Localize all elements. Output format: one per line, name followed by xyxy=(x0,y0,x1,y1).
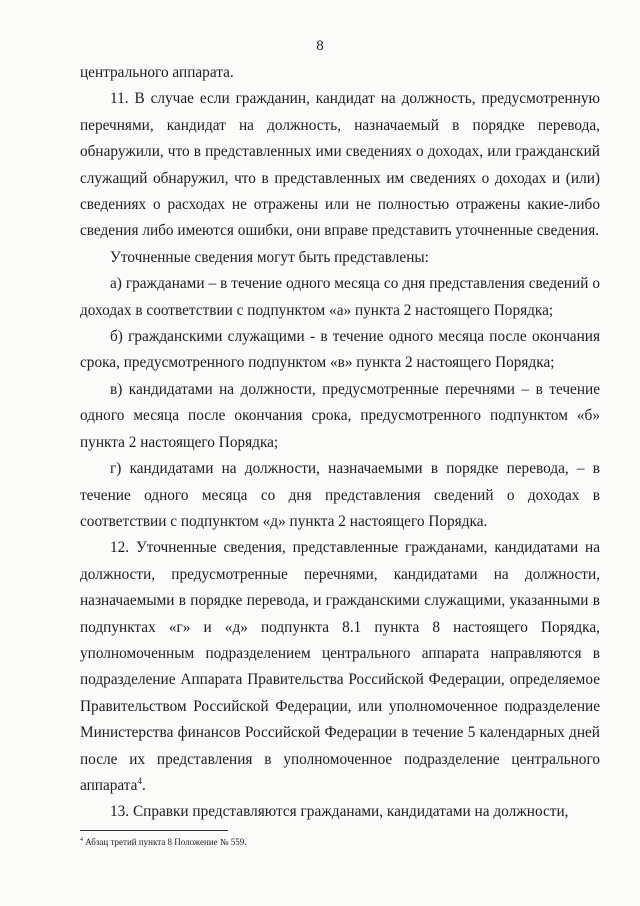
paragraph-subitem-v: в) кандидатами на должности, предусмотренные перечнями – в течение одного месяца после окончания срока, предусмотренного подпунктом «б» пункта 2 настоящего Порядка; xyxy=(80,380,600,451)
paragraph-item-11: 11. В случае если гражданин, кандидат на должность, предусмотренную перечнями, кандидат на должность, назначаемый в порядке перевода, обнаружили, что в представленных ими сведениях о доходах, или гражданский служащий обнаружил, что в представленных им сведениях о доходах и (или) сведениях о расходах не отражены или не полностью отражены какие-либо сведения либо имеются ошибки, они вправе представить уточненные сведения. xyxy=(80,90,600,240)
document-body xyxy=(80,60,600,826)
footnote xyxy=(80,836,600,848)
paragraph-subitem-g: г) кандидатами на должности, назначаемыми в порядке перевода, – в течение одного месяца со дня представления сведений о доходах в соответствии с подпунктом «д» пункта 2 настоящего Порядка. xyxy=(80,460,600,530)
paragraph-item-12-text: 12. Уточненные сведения, представленные гражданами, кандидатами на должности, предусмотренные перечнями, кандидатами на должности, назначаемыми в порядке перевода, и гражданскими служащими, указанными в подпунктах «г» и «д» подпункта 8.1 пункта 8 настоящего Порядка, уполномоченным подразделением центрального аппарата направляются в подразделение Аппарата Правительства Российской Федерации, определяемое Правительством Российской Федерации, или уполномоченное подразделение Министерства финансов Российской Федерации в течение 5 календарных дней после их представления в уполномоченное подразделение центрального аппарата xyxy=(80,539,600,794)
paragraph-subitem-a: а) гражданами – в течение одного месяца со дня представления сведений о доходах в соответствии с подпунктом «а» пункта 2 настоящего Порядка; xyxy=(80,275,600,319)
footnote-mark: 4 xyxy=(80,837,83,843)
footnote-reference[interactable]: 4 xyxy=(137,775,142,786)
footnote-text: Абзац третий пункта 8 Положение № 559. xyxy=(85,837,247,847)
paragraph-continuation: центрального аппарата. xyxy=(80,64,234,81)
paragraph-subitem-b: б) гражданскими служащими - в течение одного месяца после окончания срока, предусмотренного подпунктом «в» пункта 2 настоящего Порядка; xyxy=(80,328,600,372)
page-number: 8 xyxy=(316,38,324,54)
paragraph-clarified-intro: Уточненные сведения могут быть представлены: xyxy=(110,248,429,266)
paragraph-item-13: 13. Справки представляются гражданами, кандидатами на должности, xyxy=(110,803,569,821)
footnote-divider xyxy=(80,830,228,831)
paragraph-item-12: 12. Уточненные сведения, представленные гражданами, кандидатами на должности, предусмотренные перечнями, кандидатами на должности, назначаемыми в порядке перевода, и гражданскими служащими, указанными в подпунктах «г» и «д» подпункта 8.1 пункта 8 настоящего Порядка, уполномоченным подразделением центрального аппарата направляются в подразделение Аппарата Правительства Российской Федерации, определяемое Правительством Российской Федерации, или уполномоченное подразделение Министерства финансов Российской Федерации в течение 5 календарных дней после их представления в уполномоченное подразделение центрального аппарата$^4$. xyxy=(80,539,600,794)
